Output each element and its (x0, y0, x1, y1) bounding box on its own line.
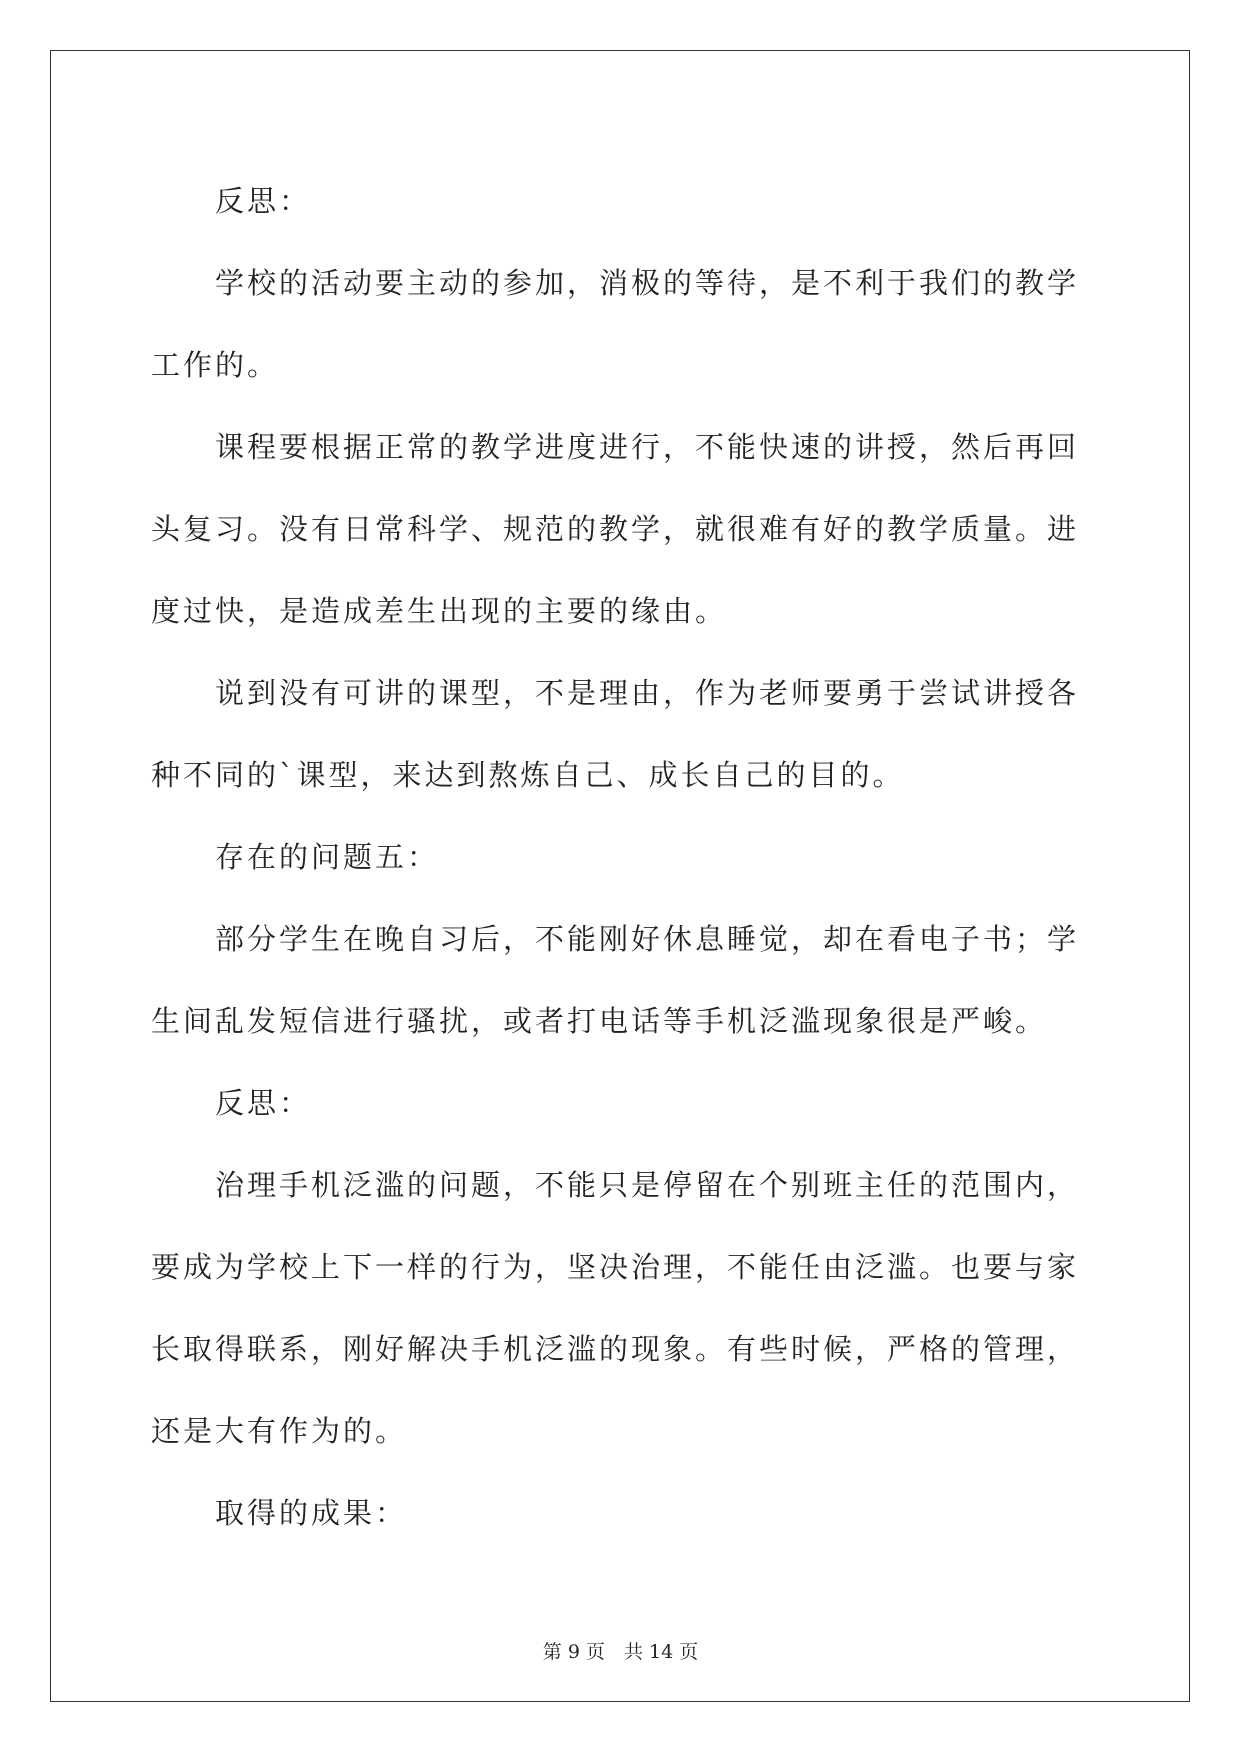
paragraph-phone-management: 治理手机泛滥的问题，不能只是停留在个别班主任的范围内，要成为学校上下一样的行为，坚决治理，不能任由泛滥。也要与家长取得联系，刚好解决手机泛滥的现象。有些时候，严格的管理，还是大有作为的。 (151, 1168, 1080, 1448)
paragraph-reflection-heading: 反思： (215, 184, 312, 218)
paragraph-course-progress: 课程要根据正常的教学进度进行，不能快速的讲授，然后再回头复习。没有日常科学、规范的教学，就很难有好的教学质量。进度过快，是造成差生出现的主要的缘由。 (151, 430, 1080, 628)
paragraph-phone-problem: 部分学生在晚自习后，不能刚好休息睡觉，却在看电子书；学生间乱发短信进行骚扰，或者打电话等手机泛滥现象很是严峻。 (151, 922, 1080, 1038)
paragraph-achievements-heading: 取得的成果： (215, 1496, 408, 1530)
page-footer: 第 9 页 共 14 页 (542, 1641, 699, 1663)
paragraph-school-activities: 学校的活动要主动的参加，消极的等待，是不利于我们的教学工作的。 (151, 266, 1080, 382)
document-body (151, 160, 1091, 1554)
paragraph-lesson-types: 说到没有可讲的课型，不是理由，作为老师要勇于尝试讲授各种不同的`课型，来达到熬炼自己、成长自己的目的。 (151, 676, 1080, 792)
paragraph-problem-five-heading: 存在的问题五： (215, 840, 440, 874)
paragraph-reflection-heading-2: 反思： (215, 1086, 312, 1120)
